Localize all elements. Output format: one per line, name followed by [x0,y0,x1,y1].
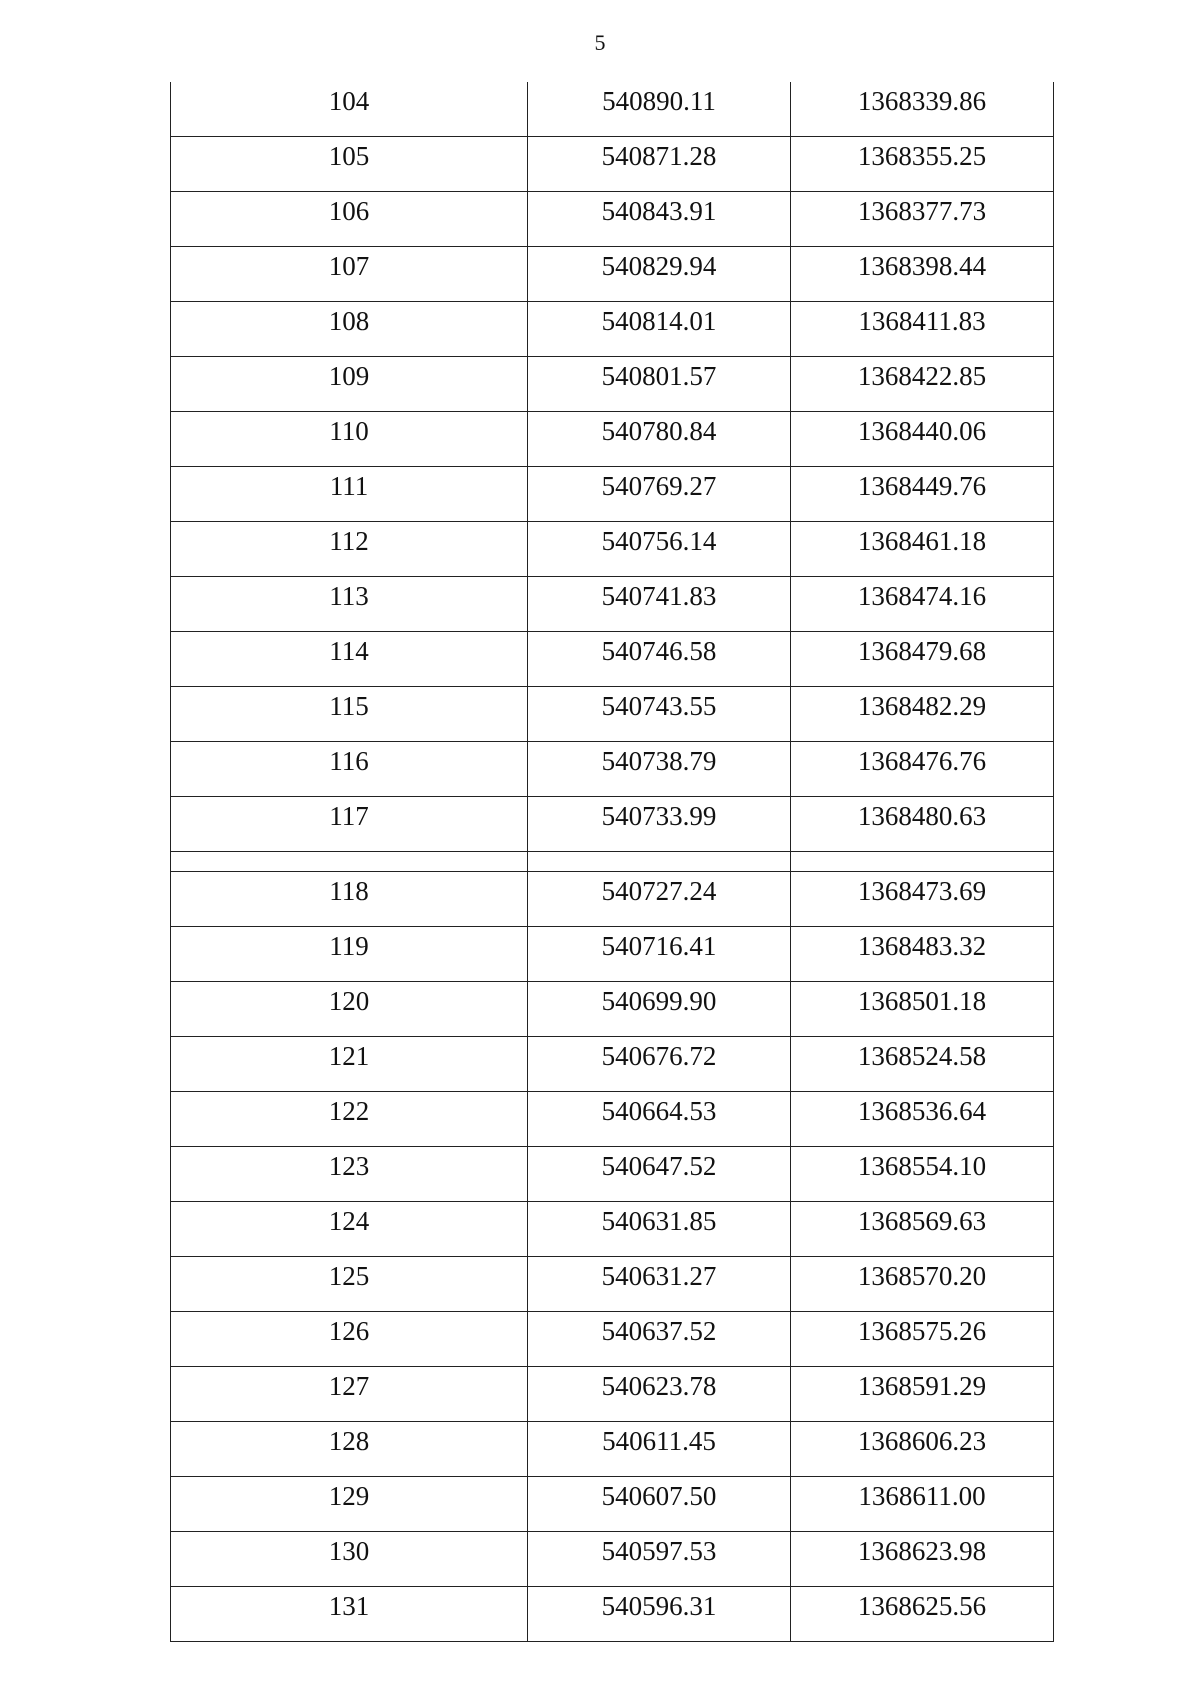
point-number-cell: 112 [171,522,528,577]
y-coordinate-cell: 1368623.98 [791,1532,1054,1587]
y-coordinate-cell: 1368611.00 [791,1477,1054,1532]
y-coordinate-cell: 1368339.86 [791,82,1054,137]
table-row [171,872,1054,927]
table-row [171,137,1054,192]
table-row [171,687,1054,742]
point-number-cell: 106 [171,192,528,247]
x-coordinate-cell: 540890.11 [528,82,791,137]
table-row [171,1367,1054,1422]
table-row [171,1037,1054,1092]
table-row [171,1092,1054,1147]
table-row [171,982,1054,1037]
point-number-cell: 117 [171,797,528,852]
y-coordinate-cell: 1368440.06 [791,412,1054,467]
x-coordinate-cell: 540611.45 [528,1422,791,1477]
table-row [171,522,1054,577]
point-number-cell: 104 [171,82,528,137]
table-row [171,412,1054,467]
y-coordinate-cell: 1368483.32 [791,927,1054,982]
x-coordinate-cell: 540676.72 [528,1037,791,1092]
y-coordinate-cell: 1368422.85 [791,357,1054,412]
y-coordinate-cell: 1368570.20 [791,1257,1054,1312]
y-coordinate-cell: 1368501.18 [791,982,1054,1037]
y-coordinate-cell: 1368554.10 [791,1147,1054,1202]
x-coordinate-cell: 540829.94 [528,247,791,302]
y-coordinate-cell: 1368575.26 [791,1312,1054,1367]
table-row [171,467,1054,522]
point-number-cell: 113 [171,577,528,632]
table-row [171,742,1054,797]
x-coordinate-cell: 540769.27 [528,467,791,522]
point-number-cell: 114 [171,632,528,687]
table-row [171,797,1054,852]
point-number-cell: 109 [171,357,528,412]
point-number-cell: 110 [171,412,528,467]
table-row [171,1202,1054,1257]
y-coordinate-cell: 1368479.68 [791,632,1054,687]
point-number-cell: 111 [171,467,528,522]
y-coordinate-cell: 1368449.76 [791,467,1054,522]
y-coordinate-cell: 1368461.18 [791,522,1054,577]
y-coordinate-cell: 1368377.73 [791,192,1054,247]
point-number-cell: 125 [171,1257,528,1312]
x-coordinate-cell: 540631.27 [528,1257,791,1312]
x-coordinate-cell: 540699.90 [528,982,791,1037]
x-coordinate-cell [528,852,791,872]
y-coordinate-cell: 1368482.29 [791,687,1054,742]
point-number-cell: 129 [171,1477,528,1532]
table-row [171,852,1054,872]
point-number-cell: 121 [171,1037,528,1092]
y-coordinate-cell: 1368606.23 [791,1422,1054,1477]
table-row [171,1477,1054,1532]
x-coordinate-cell: 540843.91 [528,192,791,247]
x-coordinate-cell: 540664.53 [528,1092,791,1147]
table-row [171,192,1054,247]
x-coordinate-cell: 540596.31 [528,1587,791,1642]
x-coordinate-cell: 540871.28 [528,137,791,192]
x-coordinate-cell: 540743.55 [528,687,791,742]
point-number-cell: 128 [171,1422,528,1477]
point-number-cell: 105 [171,137,528,192]
coordinates-table [170,82,1054,1642]
x-coordinate-cell: 540733.99 [528,797,791,852]
x-coordinate-cell: 540756.14 [528,522,791,577]
y-coordinate-cell: 1368474.16 [791,577,1054,632]
y-coordinate-cell: 1368536.64 [791,1092,1054,1147]
point-number-cell: 130 [171,1532,528,1587]
x-coordinate-cell: 540597.53 [528,1532,791,1587]
coordinates-table-body [171,82,1054,1642]
x-coordinate-cell: 540623.78 [528,1367,791,1422]
table-row [171,247,1054,302]
point-number-cell: 123 [171,1147,528,1202]
point-number-cell: 122 [171,1092,528,1147]
x-coordinate-cell: 540801.57 [528,357,791,412]
x-coordinate-cell: 540780.84 [528,412,791,467]
table-row [171,927,1054,982]
point-number-cell: 118 [171,872,528,927]
point-number-cell: 115 [171,687,528,742]
y-coordinate-cell: 1368355.25 [791,137,1054,192]
y-coordinate-cell: 1368398.44 [791,247,1054,302]
table-row [171,1532,1054,1587]
y-coordinate-cell: 1368524.58 [791,1037,1054,1092]
y-coordinate-cell: 1368480.63 [791,797,1054,852]
y-coordinate-cell: 1368569.63 [791,1202,1054,1257]
point-number-cell: 108 [171,302,528,357]
point-number-cell [171,852,528,872]
table-row [171,302,1054,357]
y-coordinate-cell [791,852,1054,872]
point-number-cell: 131 [171,1587,528,1642]
x-coordinate-cell: 540607.50 [528,1477,791,1532]
y-coordinate-cell: 1368473.69 [791,872,1054,927]
x-coordinate-cell: 540746.58 [528,632,791,687]
table-row [171,1422,1054,1477]
y-coordinate-cell: 1368476.76 [791,742,1054,797]
point-number-cell: 127 [171,1367,528,1422]
table-row [171,357,1054,412]
x-coordinate-cell: 540637.52 [528,1312,791,1367]
table-row [171,577,1054,632]
point-number-cell: 124 [171,1202,528,1257]
point-number-cell: 107 [171,247,528,302]
y-coordinate-cell: 1368591.29 [791,1367,1054,1422]
point-number-cell: 120 [171,982,528,1037]
x-coordinate-cell: 540716.41 [528,927,791,982]
point-number-cell: 126 [171,1312,528,1367]
table-row [171,1587,1054,1642]
x-coordinate-cell: 540727.24 [528,872,791,927]
x-coordinate-cell: 540741.83 [528,577,791,632]
table-row [171,82,1054,137]
point-number-cell: 116 [171,742,528,797]
y-coordinate-cell: 1368625.56 [791,1587,1054,1642]
page-number: 5 [594,30,606,55]
x-coordinate-cell: 540647.52 [528,1147,791,1202]
x-coordinate-cell: 540738.79 [528,742,791,797]
point-number-cell: 119 [171,927,528,982]
table-row [171,1257,1054,1312]
x-coordinate-cell: 540631.85 [528,1202,791,1257]
table-row [171,1147,1054,1202]
table-row [171,1312,1054,1367]
table-row [171,632,1054,687]
x-coordinate-cell: 540814.01 [528,302,791,357]
y-coordinate-cell: 1368411.83 [791,302,1054,357]
